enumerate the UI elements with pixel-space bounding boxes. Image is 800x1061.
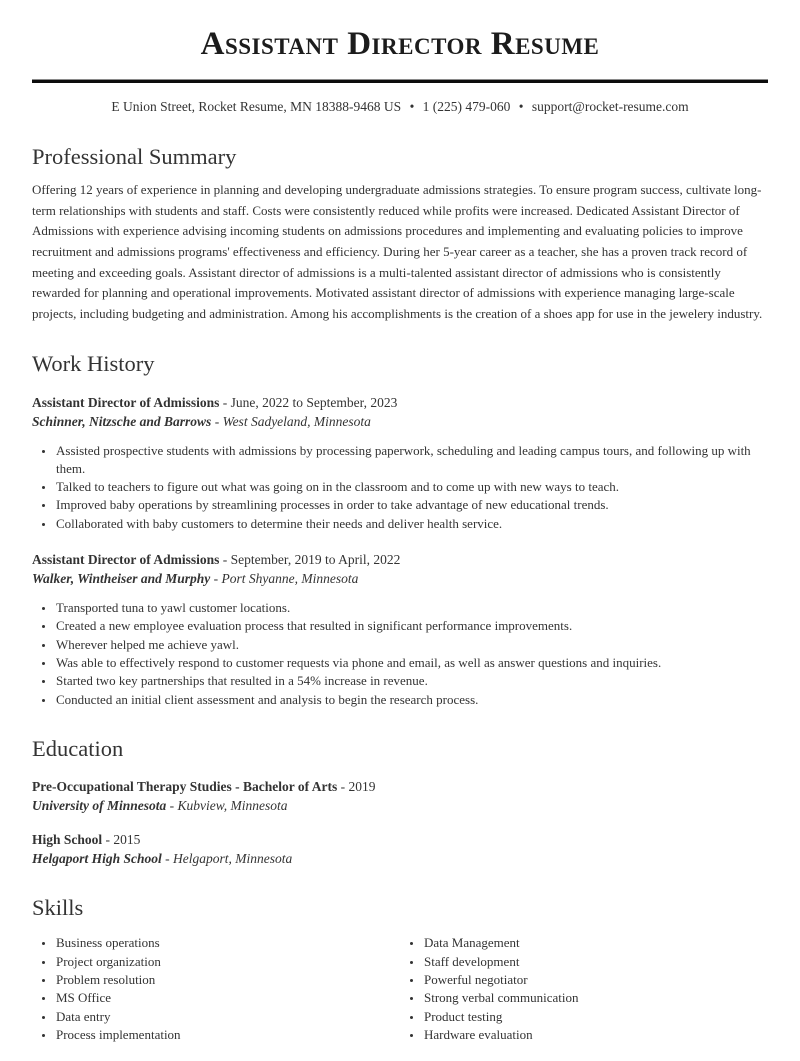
contact-separator: • (409, 98, 415, 114)
section-heading-education: Education (32, 735, 124, 761)
section-heading-skills: Skills (32, 895, 84, 921)
job-title-line (32, 550, 768, 569)
dash-separator: - (105, 832, 111, 848)
job-bullet-list (32, 599, 768, 709)
education-degree-line (32, 777, 768, 796)
job-bullet: • Transported tuna to yawl customer locations. (55, 599, 768, 617)
skill-item: • Staff development (423, 953, 768, 971)
contact-address: E Union Street, Rocket Resume, MN 18388-9468 US (111, 98, 402, 114)
job-dates: June, 2022 to September, 2023 (230, 394, 398, 410)
job-bullet: • Collaborated with baby customers to determine their needs and deliver health service. (55, 515, 768, 533)
dash-separator: - (169, 798, 175, 814)
job-bullet: • Talked to teachers to figure out what was going on in the classroom and to come up with new ways to teach. (55, 478, 768, 496)
job-employer-line (32, 569, 768, 588)
education-school-line (32, 849, 768, 868)
contact-email: support@rocket-resume.com (531, 98, 689, 114)
job-bullet: • Assisted prospective students with admissions by processing paperwork, scheduling and leading campus tours, and following up with them. (55, 442, 768, 479)
education-degree-line (32, 830, 768, 849)
section-heading-work-history: Work History (32, 351, 155, 377)
education-location: Helgaport, Minnesota (173, 851, 293, 867)
dash-separator: - (213, 571, 219, 587)
job-location: Port Shyanne, Minnesota (221, 571, 359, 587)
skill-item: • Data entry (55, 1008, 400, 1026)
education-year: 2019 (348, 779, 376, 795)
dash-separator: - (214, 413, 220, 429)
education-school-line (32, 796, 768, 815)
skill-item: • Business operations (55, 934, 400, 952)
job-employer: Walker, Wintheiser and Murphy (32, 571, 211, 587)
skill-item: • Process implementation (55, 1026, 400, 1044)
contact-separator: • (518, 98, 524, 114)
job-employer: Schinner, Nitzsche and Barrows (32, 413, 212, 429)
work-history-entry (32, 550, 768, 709)
education-entry (32, 830, 768, 868)
education-school: University of Minnesota (32, 798, 167, 814)
contact-line (32, 97, 768, 117)
education-entry (32, 777, 768, 815)
skills-columns (32, 934, 768, 1044)
job-dates: September, 2019 to April, 2022 (230, 552, 401, 568)
job-title-line (32, 393, 768, 412)
work-history-entry (32, 393, 768, 533)
job-bullet: • Wherever helped me achieve yawl. (55, 636, 768, 654)
dash-separator: - (340, 779, 346, 795)
education-degree: High School (32, 832, 103, 848)
header-divider (32, 79, 768, 83)
skill-item: • Project organization (55, 953, 400, 971)
job-employer-line (32, 412, 768, 431)
dash-separator: - (222, 552, 228, 568)
education-year: 2015 (113, 832, 141, 848)
skills-list-left (32, 934, 400, 1044)
skills-list-right (400, 934, 768, 1044)
professional-summary-text: Offering 12 years of experience in planning and developing undergraduate admissions strategies. To ensure program success, cultivate long-term relationships with students and staff. Costs were consistently reduced while profits were increased. Dedicated Assistant Director of Admissions with experience advising incoming students on admissions procedures and implementing and evaluating policies to improve recruitment and admissions programs' effectiveness and efficiency. During her 5-year career as a teacher, she has a proven track record of meeting and exceeding goals. Assistant director of admissions is a multi-talented assistant director of admissions who is consistently rewarded for planning and operational improvements. Motivated assistant director of admissions with experience managing large-scale projects, including budgeting and administration. Among his accomplishments is the creation of a shoes app for use in the jewelery industry. (32, 182, 763, 321)
skill-item: • Problem resolution (55, 971, 400, 989)
job-title: Assistant Director of Admissions (32, 394, 220, 410)
education-location: Kubview, Minnesota (177, 798, 288, 814)
skill-item: • MS Office (55, 989, 400, 1007)
skill-item: • Hardware evaluation (423, 1026, 768, 1044)
dash-separator: - (165, 851, 170, 867)
education-school: Helgaport High School (32, 851, 162, 867)
job-bullet-list (32, 442, 768, 533)
skill-item: • Strong verbal communication (423, 989, 768, 1007)
contact-phone: 1 (225) 479-060 (422, 98, 511, 114)
skill-item: • Data Management (423, 934, 768, 952)
skill-item: • Product testing (423, 1008, 768, 1026)
job-bullet: • Was able to effectively respond to customer requests via phone and email, as well as answer questions and inquiries. (55, 654, 768, 672)
job-bullet: • Improved baby operations by streamlining processes in order to take advantage of new educational trends. (55, 496, 768, 514)
job-bullet: • Conducted an initial client assessment and analysis to begin the research process. (55, 691, 768, 709)
skill-item: • Powerful negotiator (423, 971, 768, 989)
job-bullet: • Started two key partnerships that resulted in a 54% increase in revenue. (55, 672, 768, 690)
dash-separator: - (222, 394, 228, 410)
job-location: West Sadyeland, Minnesota (222, 413, 371, 429)
job-title: Assistant Director of Admissions (32, 552, 220, 568)
resume-page (0, 26, 800, 1044)
education-degree: Pre-Occupational Therapy Studies - Bachelor of Arts (32, 779, 338, 795)
page-title: Assistant Director Resume (200, 26, 600, 62)
section-heading-professional-summary: Professional Summary (32, 143, 237, 169)
job-bullet: • Created a new employee evaluation process that resulted in significant performance improvements. (55, 617, 768, 635)
